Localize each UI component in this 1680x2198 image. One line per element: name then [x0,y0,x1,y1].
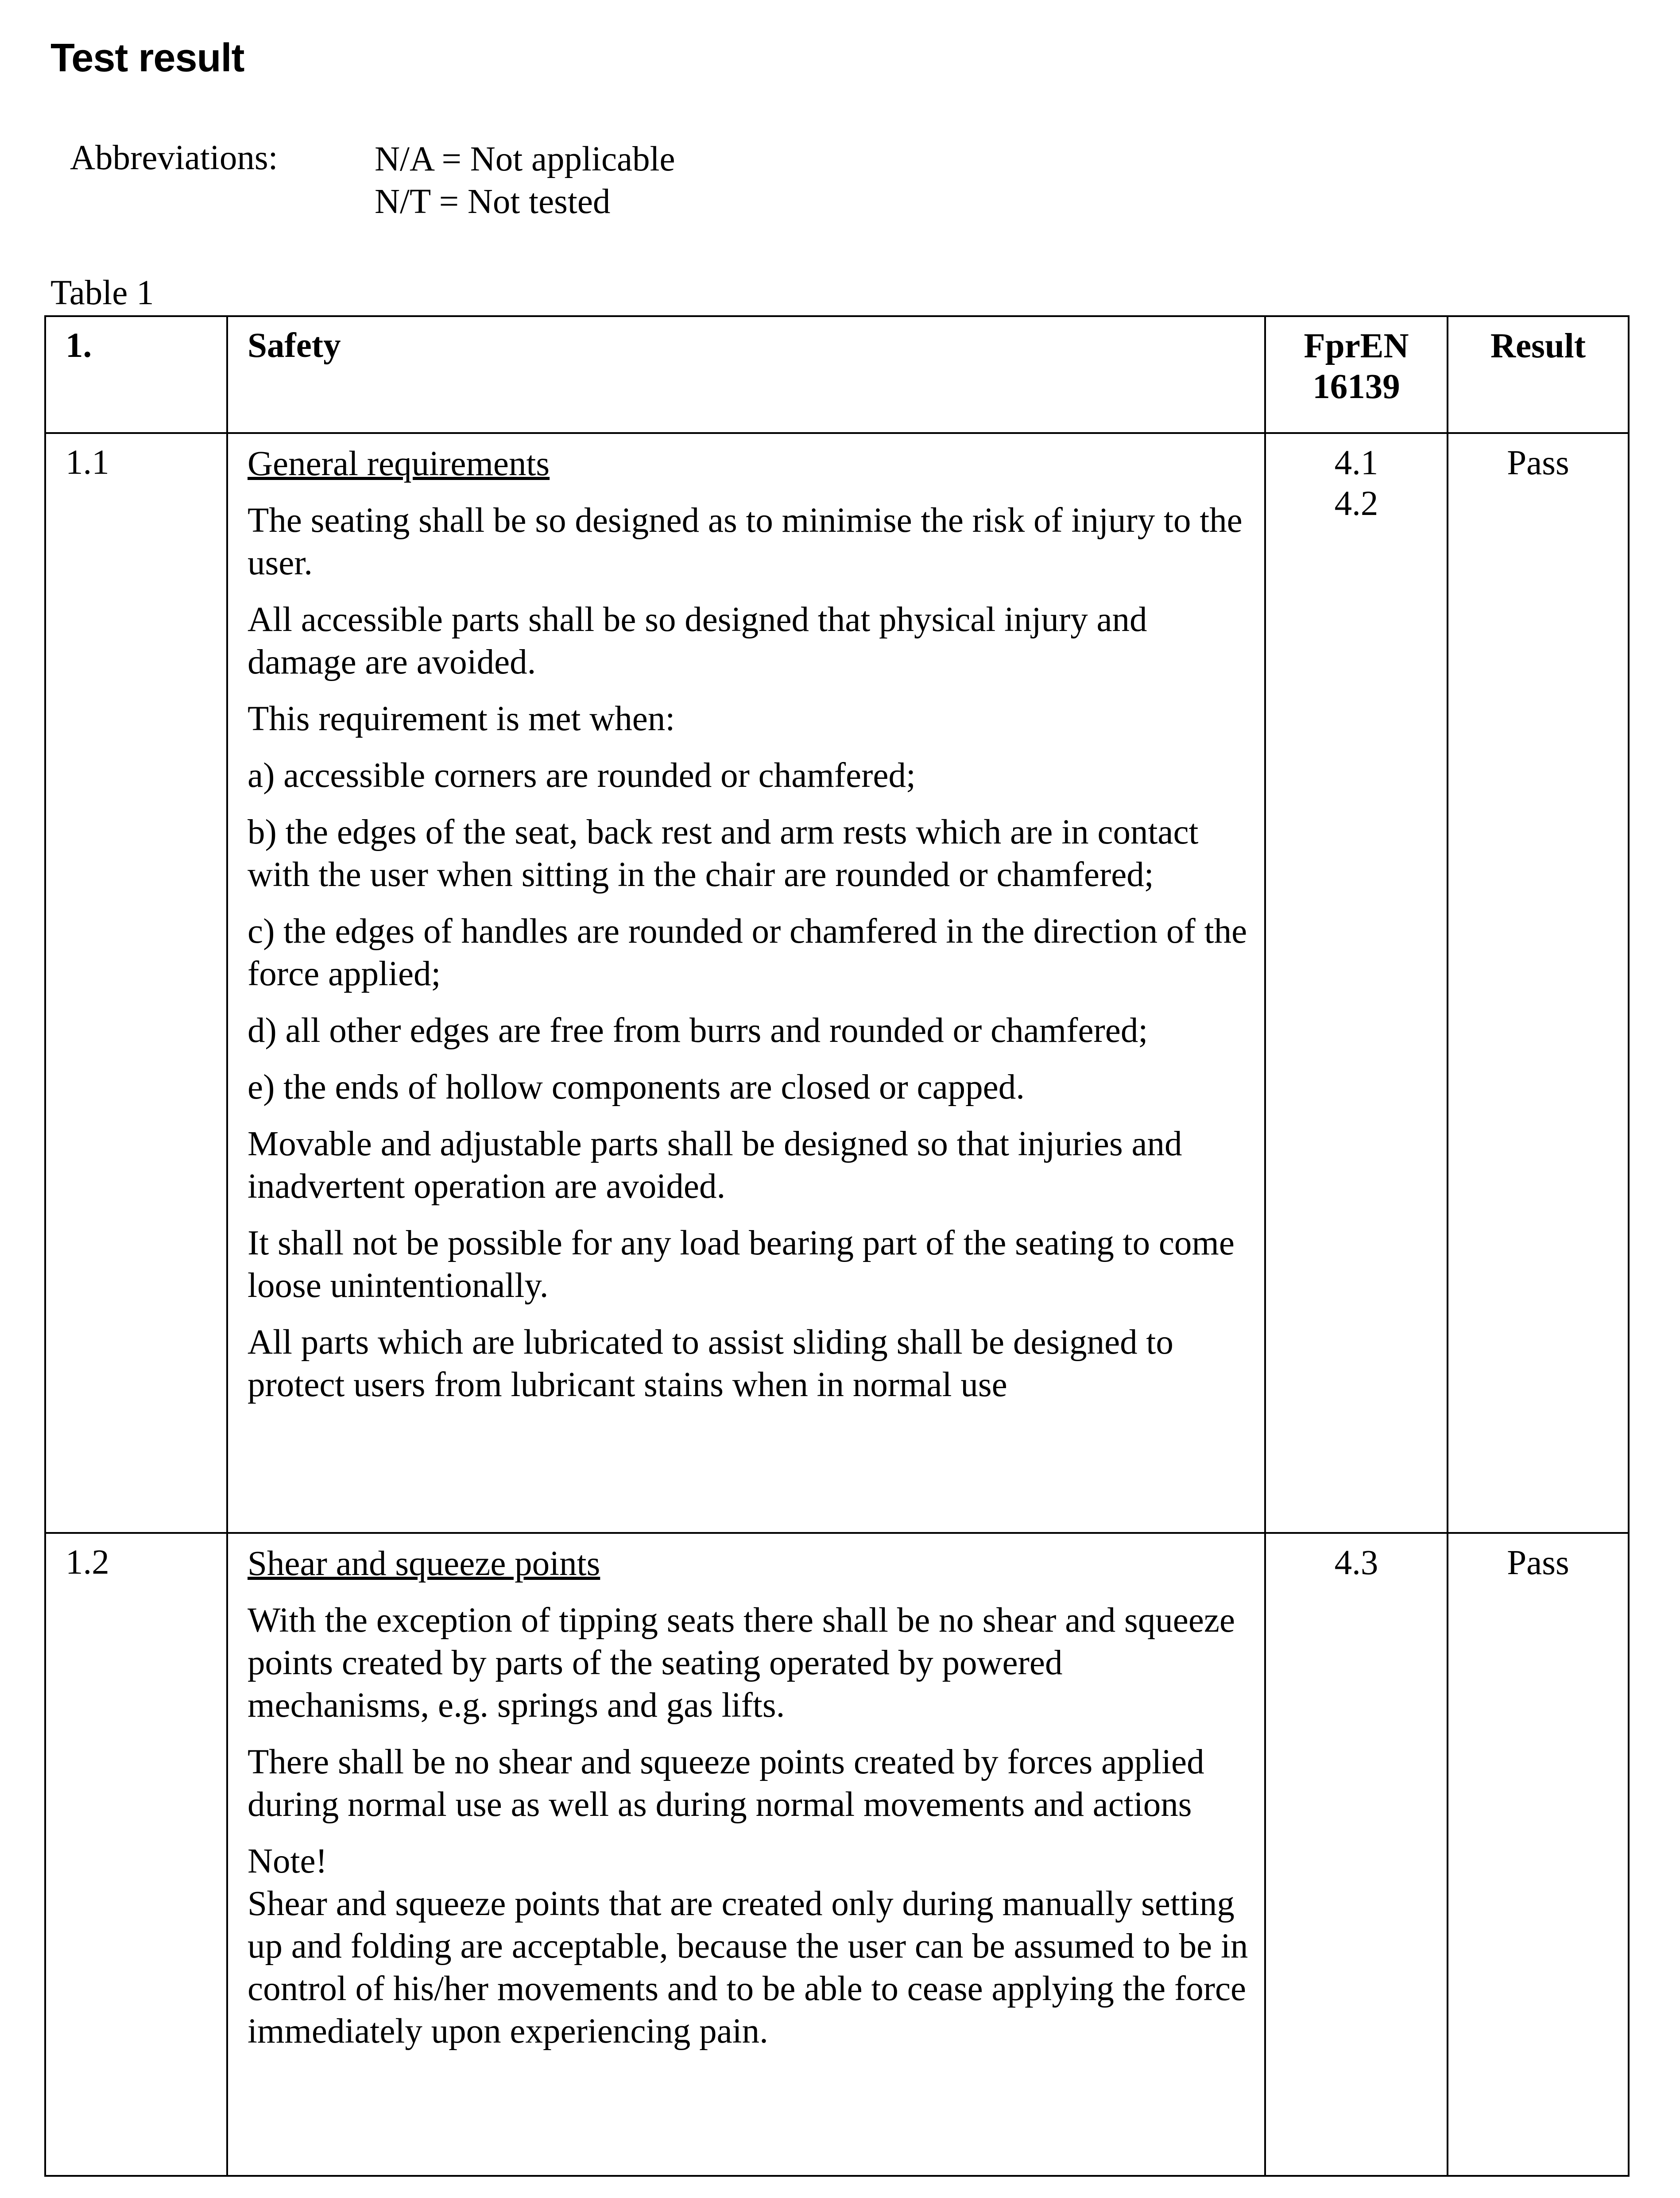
row-paragraph: The seating shall be so designed as to minimise the risk of injury to the user. [248,501,1243,582]
row-clauses [1265,1533,1448,2176]
row-paragraph: Movable and adjustable parts shall be designed so that injuries and inadvertent operation are avoided. [248,1125,1182,1206]
row-clauses [1265,433,1448,1533]
row-subtitle: General requirements [248,445,550,483]
row-content [227,1533,1265,2176]
abbreviation-na: N/A = Not applicable [375,140,675,178]
note-label: Note! [248,1842,327,1881]
row-paragraph: All parts which are lubricated to assist sliding shall be designed to protect users from lubricant stains when in normal use [248,1323,1173,1404]
row-paragraph: a) accessible corners are rounded or chamfered; [248,756,916,795]
page-title: Test result [50,36,244,80]
test-result-table [44,315,1630,2177]
row-paragraph: There shall be no shear and squeeze points created by forces applied during normal use as well as during normal movements and actions [248,1743,1204,1824]
abbreviations-label: Abbreviations: [70,139,278,177]
row-paragraph: This requirement is met when: [248,700,675,738]
row-paragraph: All accessible parts shall be so designed that physical injury and damage are avoided. [248,600,1147,681]
abbreviations-list [375,138,675,223]
row-paragraph: d) all other edges are free from burrs and rounded or chamfered; [248,1011,1148,1050]
row-clause: 4.1 [1334,444,1378,482]
abbreviation-nt: N/T = Not tested [375,182,611,221]
row-clause: 4.2 [1334,484,1378,523]
header-standard-line2: 16139 [1312,368,1400,406]
row-number: 1.1 [45,433,227,1533]
header-number: 1. [45,316,227,433]
row-result: Pass [1448,433,1629,1533]
table-row [45,1533,1629,2176]
row-paragraph: With the exception of tipping seats there shall be no shear and squeeze points created by parts of the seating operated by powered mechanisms, e.g. springs and gas lifts. [248,1601,1235,1725]
header-title: Safety [227,316,1265,433]
row-number: 1.2 [45,1533,227,2176]
table-row [45,433,1629,1533]
row-clause: 4.3 [1334,1544,1378,1582]
table-caption: Table 1 [50,274,154,312]
note-text: Shear and squeeze points that are created only during manually setting up and folding are acceptable, because the user can be assumed to be in control of his/her movements and to be able to cease applying the force immediately upon experiencing pain. [248,1885,1248,2051]
header-standard [1265,316,1448,433]
header-standard-line1: FprEN [1304,327,1409,365]
table-header-row [45,316,1629,433]
row-subtitle: Shear and squeeze points [248,1544,600,1583]
row-paragraph: e) the ends of hollow components are closed or capped. [248,1068,1025,1107]
header-result: Result [1448,316,1629,433]
row-result: Pass [1448,1533,1629,2176]
row-content [227,433,1265,1533]
row-paragraph: c) the edges of handles are rounded or chamfered in the direction of the force applied; [248,912,1247,993]
row-paragraph: It shall not be possible for any load bearing part of the seating to come loose unintentionally. [248,1224,1235,1305]
row-paragraph: b) the edges of the seat, back rest and arm rests which are in contact with the user when sitting in the chair are rounded or chamfered; [248,813,1199,894]
